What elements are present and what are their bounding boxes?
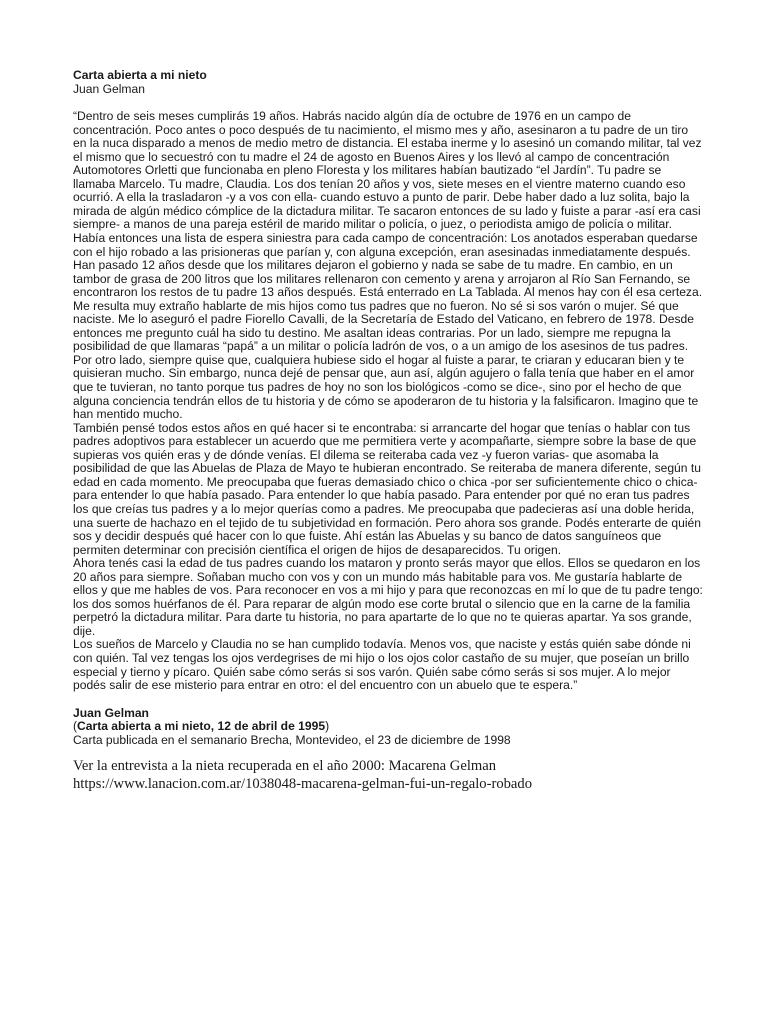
close-paren: ) (325, 719, 330, 734)
letter-paragraph-1: “Dentro de seis meses cumplirás 19 años. Habrás nacido algún día de octubre de 1976 en un campo de concentración. Poco antes o poco después de tu nacimiento, el mismo mes y año, asesinaron a tu padre de un tiro en la nuca disparado a menos de medio metro de distancia. El estaba inerme y lo asesinó un comando militar, tal vez el mismo que lo secuestró con tu madre el 24 de agosto en Buenos Aires y los llevó al campo de concentración Automotores Orletti que funcionaba en pleno Floresta y los militares habían bautizado “el Jardín”. Tu padre se llamaba Marcelo. Tu madre, Claudia. Los dos tenían 20 años y vos, siete meses en el vientre materno cuando eso ocurrió. A ella la trasladaron -y a vos con ella- cuando estuvo a punto de parir. Debe haber dado a luz solita, bajo la mirada de algún médico cómplice de la dictadura militar. Te sacaron entonces de su lado y fuiste a parar -así era casi siempre- a manos de una pareja estéril de marido militar o policía, o juez, o periodista amigo de policía o militar. Había entonces una lista de espera siniestra para cada campo de concentración: Los anotados esperaban quedarse con el hijo robado a las prisioneras que parían y, con alguna excepción, eran asesinadas inmediatamente después. Han pasado 12 años desde que los militares dejaron el gobierno y nada se sabe de tu madre. En cambio, en un tambor de grasa de 200 litros que los militares rellenaron con cemento y arena y arrojaron al Río San Fernando, se encontraron los restos de tu padre 13 años después. Está enterrado en La Tablada. Al menos hay con él esa certeza. (73, 109, 703, 300)
letter-paragraph-3: También pensé todos estos años en qué hacer si te encontraba: si arrancarte del hogar que tenías o hablar con tus padres adoptivos para establecer un acuerdo que me permitiera verte y acompañarte, siempre sobre la base de que supieras vos quién eras y de dónde venías. El dilema se reiteraba cada vez -y fueron varias- que asomaba la posibilidad de que las Abuelas de Plaza de Mayo te hubieran encontrado. Se reiteraba de manera diferente, según tu edad en cada momento. Me preocupaba que fueras demasiado chico o chica -por ser suficientemente chico o chica- para entender lo que había pasado. Para entender lo que había pasado. Para entender por qué no eran tus padres los que creías tus padres y a lo mejor querías como a padres. Me preocupaba que padecieras así una doble herida, una suerte de hachazo en el tejido de tu subjetividad en formación. Pero ahora sos grande. Podés enterarte de quién sos y decidir después qué hacer con lo que fuiste. Ahí están las Abuelas y su banco de datos sanguíneos que permiten determinar con precisión científica el origen de hijos de desaparecidos. Tu origen. (73, 420, 701, 557)
signature-work: Carta abierta a mi nieto, 12 de abril de 1995 (77, 719, 326, 734)
publication-note: Carta publicada en el semanario Brecha, Montevideo, el 23 de diciembre de 1998 (73, 732, 511, 747)
letter-paragraph-5: Los sueños de Marcelo y Claudia no se han cumplido todavía. Menos vos, que naciste y estás quién sabe dónde ni con quién. Tal vez tengas los ojos verdegrises de mi hijo o los ojos color castaño de su mujer, que poseían un brillo especial y tierno y pícaro. Quién sabe cómo serás si sos varón. Quién sabe cómo serás si sos mujer. A lo mejor podés salir de ese misterio para entrar en otro: el del encuentro con un abuelo que te espera.” (73, 637, 691, 693)
document-page (73, 69, 703, 793)
letter-author: Juan Gelman (73, 81, 145, 96)
letter-title: Carta abierta a mi nieto (73, 68, 207, 82)
open-paren: ( (73, 719, 78, 734)
interview-reference (73, 757, 703, 793)
signature-work-line (73, 720, 703, 734)
letter-paragraph-2: Me resulta muy extraño hablarte de mis hijos como tus padres que no fueron. No sé si sos varón o mujer. Sé que naciste. Me lo aseguró el padre Fiorello Cavalli, de la Secretaría de Estado del Vaticano, en febrero de 1978. Desde entonces me pregunto cuál ha sido tu destino. Me asaltan ideas contrarias. Por un lado, siempre me repugna la posibilidad de que llamaras “papá” a un militar o policía ladrón de vos, o a un amigo de los asesinos de tus padres. Por otro lado, siempre quise que, cualquiera hubiese sido el hogar al fuiste a parar, te criaran y educaran bien y te quisieran mucho. Sin embargo, nunca dejé de pensar que, aun así, algún agujero o falla tenía que haber en el amor que te tuvieran, no tanto porque tus padres de hoy no son los biológicos -como se dice-, sino por el hecho de que alguna conciencia tendrán ellos de tu historia y de cómo se apoderaron de tu historia y la falsificaron. Imagino que te han mentido mucho. (73, 298, 699, 422)
interview-line: Ver la entrevista a la nieta recuperada en el año 2000: Macarena Gelman (73, 758, 497, 775)
signature-block (73, 707, 703, 748)
letter-body (73, 110, 703, 693)
letter-paragraph-4: Ahora tenés casi la edad de tus padres cuando los mataron y pronto serás mayor que ellos. Ellos se quedaron en los 20 años para siempre. Soñaban mucho con vos y con un mundo más habitable para vos. Me gustaría hablarte de ellos y que me hables de vos. Para reconocer en vos a mi hijo y para que reconozcas en mí lo que de tu padre tengo: los dos somos huérfanos de él. Para reparar de algún modo ese corte brutal o silencio que en la carne de la familia perpetró la dictadura militar. Para darte tu historia, no para apartarte de lo que no te quieras apartar. Ya sos grande, dije. (73, 556, 703, 638)
interview-url[interactable]: https://www.lanacion.com.ar/1038048-macarena-gelman-fui-un-regalo-robado (73, 776, 532, 793)
signature-name: Juan Gelman (73, 705, 149, 720)
